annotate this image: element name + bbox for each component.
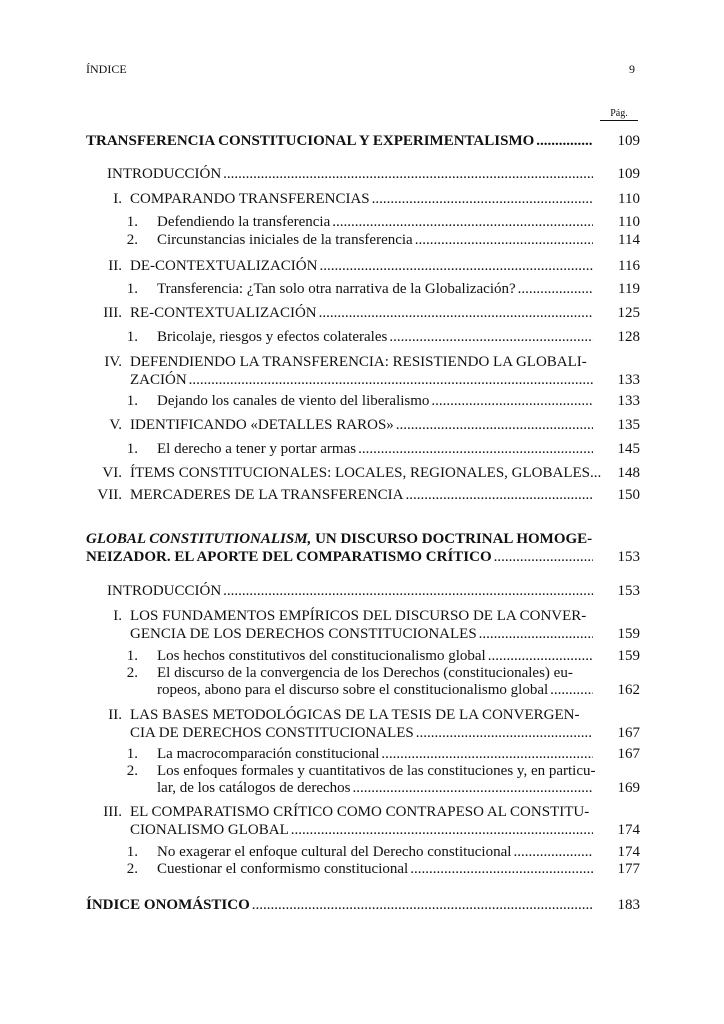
toc-chapter-title-line2: NEIZADOR. EL APORTE DEL COMPARATISMO CRÍTICO ..... 153 bbox=[86, 548, 596, 566]
toc-page: 133 bbox=[617, 393, 640, 409]
toc-page: 153 bbox=[617, 549, 640, 565]
toc-subentry[interactable]: 2. Circunstancias iniciales de la transferencia ..... 114 bbox=[120, 231, 596, 249]
toc-entry-VII[interactable]: VII. MERCADERES DE LA TRANSFERENCIA ..... 150 bbox=[88, 486, 596, 504]
toc-page: 109 bbox=[617, 133, 640, 149]
running-header-page-number: 9 bbox=[629, 62, 635, 76]
toc-page: 109 bbox=[617, 166, 640, 182]
toc-entry-V[interactable]: V. IDENTIFICANDO «DETALLES RAROS» ..... 135 bbox=[100, 416, 596, 434]
toc-number: 2. bbox=[126, 763, 138, 779]
toc-number: 2. bbox=[126, 665, 138, 681]
toc-subentry[interactable]: 1. La macrocomparación constitucional ..... 167 bbox=[120, 745, 596, 763]
toc-subentry[interactable]: 1. Defendiendo la transferencia ..... 110 bbox=[120, 213, 596, 231]
toc-page: 133 bbox=[617, 372, 640, 388]
toc-label-line2: CIA DE DERECHOS CONSTITUCIONALES ..... 167 bbox=[130, 724, 596, 742]
toc-chapter-title[interactable]: TRANSFERENCIA CONSTITUCIONAL Y EXPERIMENTALISMO ..... 109 bbox=[86, 132, 596, 150]
toc-entry-II[interactable]: II. DE-CONTEXTUALIZACIÓN ..... 116 bbox=[100, 257, 596, 275]
toc-entry-intro[interactable]: INTRODUCCIÓN ..... 109 bbox=[107, 165, 596, 183]
toc-number: I. bbox=[113, 608, 122, 624]
toc-page: 148 bbox=[617, 465, 640, 481]
toc-chapter-title-line1: GLOBAL CONSTITUTIONALISM, UN DISCURSO DOCTRINAL HOMOGE- bbox=[86, 531, 593, 547]
toc-page: 128 bbox=[617, 329, 640, 345]
toc-label-line1: DEFENDIENDO LA TRANSFERENCIA: RESISTIENDO LA GLOBALI- bbox=[130, 354, 587, 370]
page-column-label: Pág. bbox=[600, 108, 638, 121]
toc-page: 153 bbox=[617, 583, 640, 599]
toc-page: 145 bbox=[617, 441, 640, 457]
toc-page: 162 bbox=[617, 682, 640, 698]
toc-page: 177 bbox=[617, 861, 640, 877]
toc-page: 135 bbox=[617, 417, 640, 433]
toc-subentry[interactable]: 1. No exagerar el enfoque cultural del Derecho constitucional ..... 174 bbox=[120, 843, 596, 861]
toc-entry-VI[interactable]: VI. ÍTEMS CONSTITUCIONALES: LOCALES, REGIONALES, GLOBALES... 148 bbox=[102, 465, 640, 481]
toc-page: 110 bbox=[618, 214, 640, 230]
toc-label-line2: lar, de los catálogos de derechos ..... 169 bbox=[157, 779, 596, 797]
toc-page: 183 bbox=[617, 897, 640, 913]
toc-page: 114 bbox=[618, 232, 640, 248]
toc-page: 167 bbox=[617, 746, 640, 762]
toc-page: 119 bbox=[618, 281, 640, 297]
toc-number: III. bbox=[103, 804, 122, 820]
toc-page: 174 bbox=[617, 844, 640, 860]
toc-number: II. bbox=[108, 707, 122, 723]
toc-label-line1: Los enfoques formales y cuantitativos de las constituciones y, en particu- bbox=[157, 763, 596, 779]
toc-label-line1: El discurso de la convergencia de los Derechos (constitucionales) eu- bbox=[157, 665, 573, 681]
toc-entry-III[interactable]: III. RE-CONTEXTUALIZACIÓN ..... 125 bbox=[96, 304, 596, 322]
toc-subentry[interactable]: 1. Bricolaje, riesgos y efectos colaterales ..... 128 bbox=[120, 328, 596, 346]
toc-subentry[interactable]: 1. Dejando los canales de viento del liberalismo ..... 133 bbox=[120, 392, 596, 410]
toc-page: 116 bbox=[618, 258, 640, 274]
toc-page: 159 bbox=[617, 626, 640, 642]
toc-entry-intro[interactable]: INTRODUCCIÓN ..... 153 bbox=[107, 582, 596, 600]
toc-label-line2: CIONALISMO GLOBAL ..... 174 bbox=[130, 821, 596, 839]
toc-subentry[interactable]: 1. Transferencia: ¿Tan solo otra narrativa de la Globalización? ..... 119 bbox=[120, 280, 596, 298]
toc-label-line2: ZACIÓN ..... 133 bbox=[130, 371, 596, 389]
toc-subentry[interactable]: 2. Cuestionar el conformismo constitucional ..... 177 bbox=[120, 860, 596, 878]
toc-label-line1: LAS BASES METODOLÓGICAS DE LA TESIS DE LA CONVERGEN- bbox=[130, 707, 580, 723]
toc-label-line2: GENCIA DE LOS DERECHOS CONSTITUCIONALES ..... 159 bbox=[130, 625, 596, 643]
toc-chapter-indice-onomastico[interactable]: ÍNDICE ONOMÁSTICO ..... 183 bbox=[86, 896, 596, 914]
toc-page: 110 bbox=[618, 191, 640, 207]
toc-subentry[interactable]: 1. Los hechos constitutivos del constitucionalismo global ..... 159 bbox=[120, 647, 596, 665]
toc-entry-I[interactable]: I. COMPARANDO TRANSFERENCIAS ..... 110 bbox=[100, 190, 596, 208]
toc-label-line2: ropeos, abono para el discurso sobre el constitucionalismo global ..... 162 bbox=[157, 681, 596, 699]
toc-label-line1: EL COMPARATISMO CRÍTICO COMO CONTRAPESO AL CONSTITU- bbox=[130, 804, 590, 820]
running-header-title: ÍNDICE bbox=[86, 62, 127, 76]
toc-number: IV. bbox=[104, 354, 122, 370]
toc-page: 159 bbox=[617, 648, 640, 664]
toc-subentry[interactable]: 1. El derecho a tener y portar armas ..... 145 bbox=[120, 440, 596, 458]
toc-label-line1: LOS FUNDAMENTOS EMPÍRICOS DEL DISCURSO DE LA CONVER- bbox=[130, 608, 587, 624]
toc-page: 150 bbox=[617, 487, 640, 503]
toc-page: 125 bbox=[617, 305, 640, 321]
toc-page: 174 bbox=[617, 822, 640, 838]
toc-page: 169 bbox=[617, 780, 640, 796]
toc-page: 167 bbox=[617, 725, 640, 741]
